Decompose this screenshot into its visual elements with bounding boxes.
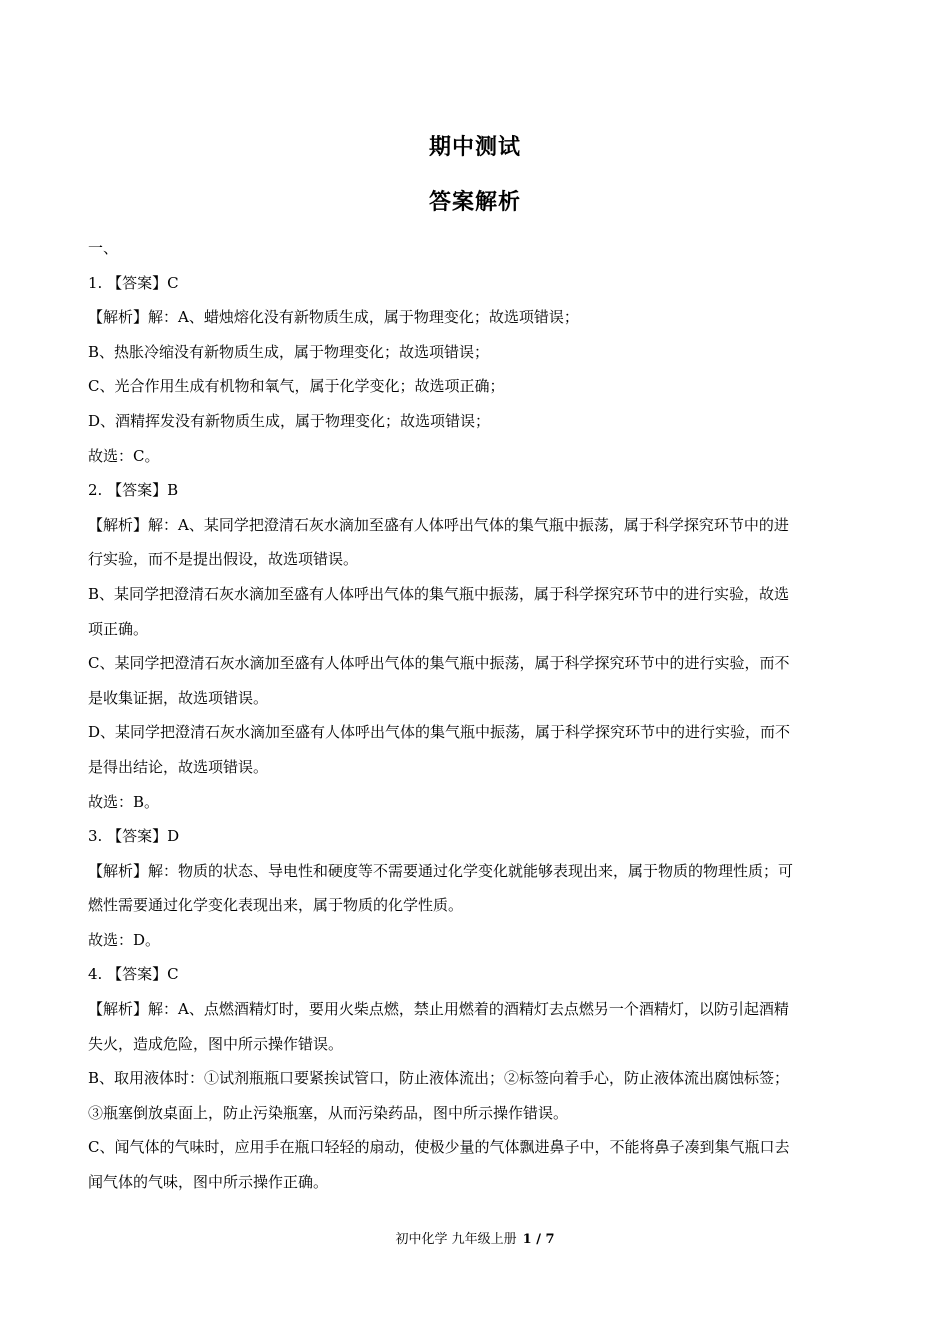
text-line: 故选：C。 xyxy=(88,446,160,465)
answer-body xyxy=(88,231,864,1200)
text-line: 一、 xyxy=(88,239,119,257)
text-line: 【解析】解：A、某同学把澄清石灰水滴加至盛有人体呼出气体的集气瓶中振荡，属于科学探究环节中的进 xyxy=(88,515,789,534)
text-line: ③瓶塞倒放桌面上，防止污染瓶塞，从而污染药品，图中所示操作错误。 xyxy=(88,1103,569,1122)
answer-line-q2: 2. 【答案】B xyxy=(88,481,179,500)
text-line: 是收集证据，故选项错误。 xyxy=(88,688,269,707)
text-line: 行实验，而不是提出假设，故选项错误。 xyxy=(88,550,359,569)
page-footer xyxy=(0,1228,950,1247)
page-number: 1 / 7 xyxy=(522,1232,555,1247)
text-line: 失火，造成危险，图中所示操作错误。 xyxy=(88,1034,344,1053)
text-line: 故选：B。 xyxy=(88,792,160,811)
text-line: D、某同学把澄清石灰水滴加至盛有人体呼出气体的集气瓶中振荡，属于科学探究环节中的进行实验，而不 xyxy=(88,723,791,742)
answer-line-q1: 1. 【答案】C xyxy=(88,273,179,292)
text-line: 【解析】解：A、蜡烛熔化没有新物质生成，属于物理变化；故选项错误； xyxy=(88,308,579,327)
text-line: B、热胀冷缩没有新物质生成，属于物理变化；故选项错误； xyxy=(88,342,490,361)
answer-line-q4: 4. 【答案】C xyxy=(88,965,179,984)
text-line: C、闻气体的气味时，应用手在瓶口轻轻的扇动，使极少量的气体飘进鼻子中，不能将鼻子凑到集气瓶口去 xyxy=(88,1138,790,1157)
answer-line-q3: 3. 【答案】D xyxy=(88,827,180,846)
text-line: D、酒精挥发没有新物质生成，属于物理变化；故选项错误； xyxy=(88,411,491,430)
text-line: 是得出结论，故选项错误。 xyxy=(88,757,269,776)
page-subtitle: 答案解析 xyxy=(428,190,521,215)
text-line: 故选：D。 xyxy=(88,930,161,949)
text-line: B、取用液体时：①试剂瓶瓶口要紧挨试管口，防止液体流出；②标签向着手心，防止液体流出腐蚀标签； xyxy=(88,1069,790,1088)
page-title: 期中测试 xyxy=(428,135,521,160)
text-line: 燃性需要通过化学变化表现出来，属于物质的化学性质。 xyxy=(88,896,464,915)
text-line: 项正确。 xyxy=(88,619,149,638)
text-line: 【解析】解：物质的状态、导电性和硬度等不需要通过化学变化就能够表现出来，属于物质的物理性质；可 xyxy=(88,861,794,880)
text-line: C、光合作用生成有机物和氧气，属于化学变化；故选项正确； xyxy=(88,377,505,396)
text-line: 闻气体的气味，图中所示操作正确。 xyxy=(88,1173,329,1192)
footer-course: 初中化学 九年级上册 xyxy=(395,1232,517,1247)
text-line: 【解析】解：A、点燃酒精灯时，要用火柴点燃，禁止用燃着的酒精灯去点燃另一个酒精灯，以防引起酒精 xyxy=(88,1000,789,1019)
text-line: C、某同学把澄清石灰水滴加至盛有人体呼出气体的集气瓶中振荡，属于科学探究环节中的进行实验，而不 xyxy=(88,654,790,673)
text-line: B、某同学把澄清石灰水滴加至盛有人体呼出气体的集气瓶中振荡，属于科学探究环节中的进行实验，故选 xyxy=(88,584,790,603)
